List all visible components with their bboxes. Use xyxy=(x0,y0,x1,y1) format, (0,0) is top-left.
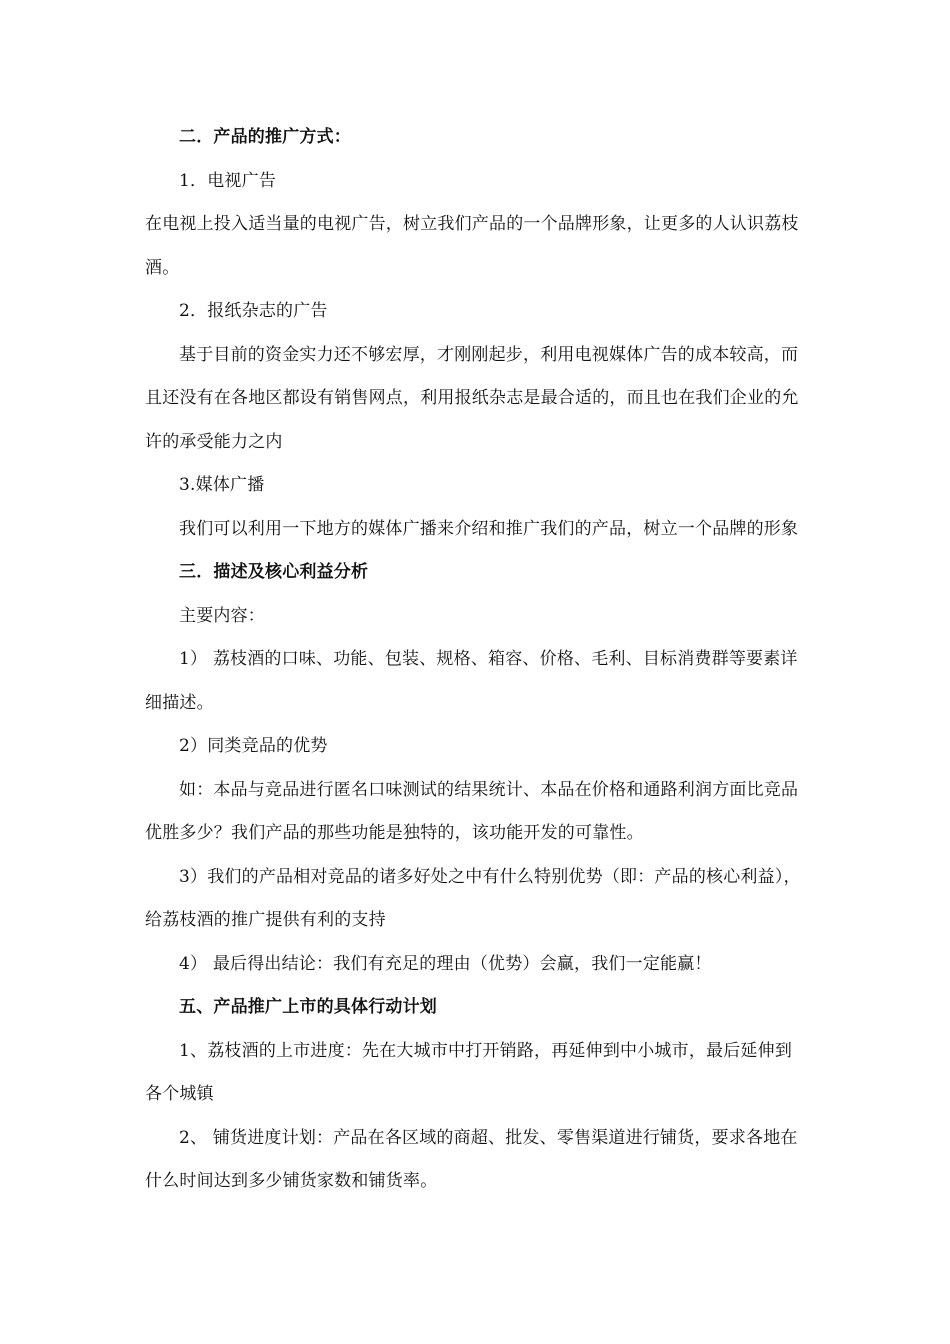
list-item-4: 4） 最后得出结论：我们有充足的理由（优势）会赢，我们一定能赢！ xyxy=(179,953,712,974)
action-item-2: 2、 铺货进度计划：产品在各区域的商超、批发、零售渠道进行铺货，要求各地在什么时间达到多少铺货家数和铺货率。 xyxy=(145,1127,798,1191)
subheading-tv-ads: 1．电视广告 xyxy=(179,170,277,191)
paragraph-main-content-label: 主要内容： xyxy=(179,605,265,626)
action-item-1: 1、荔枝酒的上市进度：先在大城市中打开销路，再延伸到中小城市，最后延伸到各个城镇 xyxy=(145,1040,793,1104)
section-heading-core-benefits: 三．描述及核心利益分析 xyxy=(179,562,369,582)
paragraph-print-ads: 基于目前的资金实力还不够宏厚，才刚刚起步，利用电视媒体广告的成本较高，而且还没有在各地区都设有销售网点，利用报纸杂志是最合适的，而且也在我们企业的允许的承受能力之内 xyxy=(145,344,799,452)
section-heading-action-plan: 五、产品推广上市的具体行动计划 xyxy=(179,997,437,1017)
list-item-2: 2）同类竞品的优势 xyxy=(179,736,328,756)
subheading-print-ads: 2．报纸杂志的广告 xyxy=(179,301,328,321)
document-body xyxy=(145,116,809,1204)
section-heading-promotion-methods: 二．产品的推广方式： xyxy=(179,127,351,147)
list-item-3: 3）我们的产品相对竞品的诸多好处之中有什么特别优势（即：产品的核心利益），给荔枝酒的推广提供有利的支持 xyxy=(145,866,801,930)
list-item-1: 1） 荔枝酒的口味、功能、包装、规格、箱容、价格、毛利、目标消费群等要素详细描述。 xyxy=(145,649,798,713)
paragraph-example: 如：本品与竞品进行匿名口味测试的结果统计、本品在价格和通路利润方面比竞品优胜多少？我们产品的那些功能是独特的，该功能开发的可靠性。 xyxy=(145,779,799,843)
paragraph-radio-ads: 我们可以利用一下地方的媒体广播来介绍和推广我们的产品，树立一个品牌的形象 xyxy=(179,518,799,539)
paragraph-tv-ads: 在电视上投入适当量的电视广告，树立我们产品的一个品牌形象，让更多的人认识荔枝酒。 xyxy=(145,214,799,278)
subheading-radio-ads: 3.媒体广播 xyxy=(179,475,265,495)
